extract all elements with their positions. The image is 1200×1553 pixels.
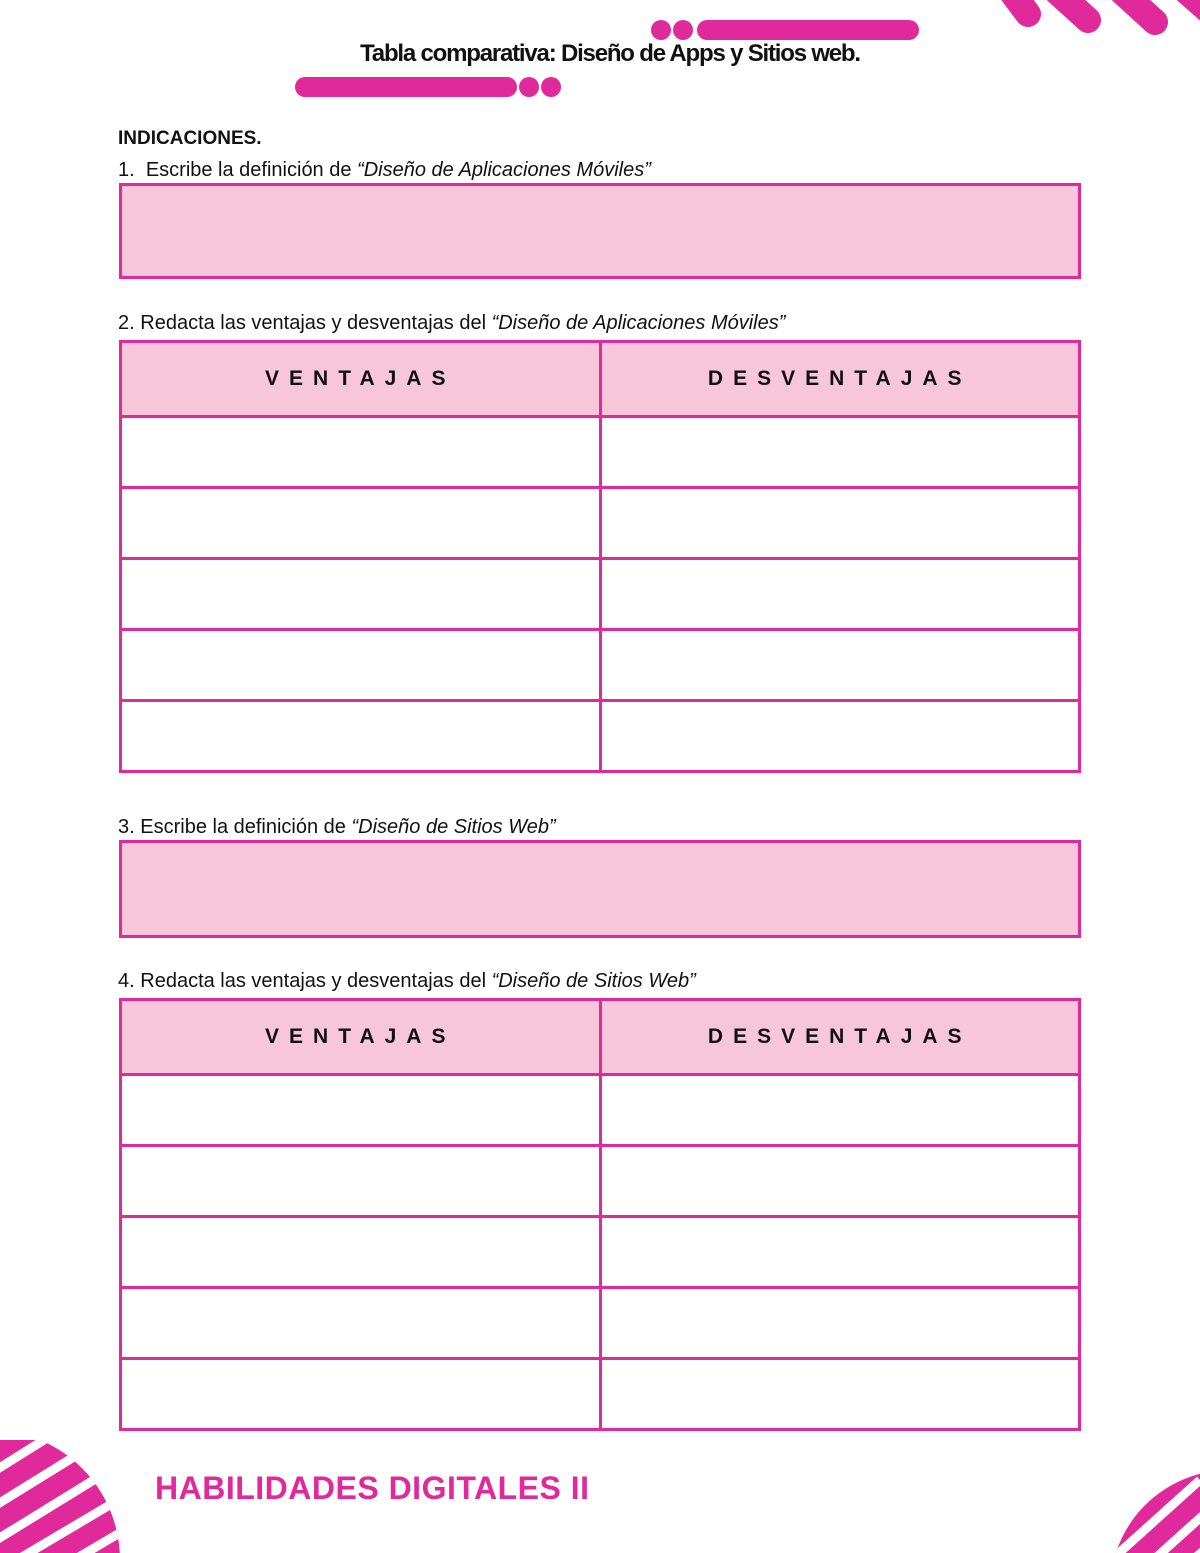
- decor-bar: [697, 20, 919, 40]
- decor-stripes-top-right: [980, 0, 1200, 40]
- instruction-4: [118, 970, 696, 993]
- desventaja-cell[interactable]: [600, 1075, 1080, 1146]
- column-header-ventajas: VENTAJAS: [121, 342, 601, 417]
- decor-dot: [673, 20, 693, 40]
- comparison-table-web: [119, 998, 1081, 1431]
- instruction-text: Redacta las ventajas y desventajas del: [140, 970, 492, 992]
- instruction-number: 3.: [118, 816, 135, 838]
- column-header-desventajas: DESVENTAJAS: [600, 342, 1080, 417]
- document-title: Tabla comparativa: Diseño de Apps y Sitios web.: [360, 40, 860, 67]
- column-header-ventajas: VENTAJAS: [121, 1000, 601, 1075]
- table-row: [121, 488, 1080, 559]
- instruction-emphasis: “Diseño de Sitios Web”: [351, 816, 556, 838]
- desventaja-cell[interactable]: [600, 1146, 1080, 1217]
- ventaja-cell[interactable]: [121, 488, 601, 559]
- ventaja-cell[interactable]: [121, 1146, 601, 1217]
- desventaja-cell[interactable]: [600, 417, 1080, 488]
- ventaja-cell[interactable]: [121, 417, 601, 488]
- instruction-number: 4.: [118, 970, 135, 992]
- decor-dot: [541, 77, 561, 97]
- table-row: [121, 1288, 1080, 1359]
- table-row: [121, 701, 1080, 772]
- desventaja-cell[interactable]: [600, 559, 1080, 630]
- instruction-text: Redacta las ventajas y desventajas del: [140, 312, 492, 334]
- instruction-number: 2.: [118, 312, 135, 334]
- instruction-number: 1.: [118, 159, 135, 181]
- desventaja-cell[interactable]: [600, 1217, 1080, 1288]
- instruction-2: [118, 312, 785, 335]
- table-row: [121, 1075, 1080, 1146]
- table-row: [121, 559, 1080, 630]
- instruction-1: [118, 159, 651, 182]
- footer-brand: HABILIDADES DIGITALES II: [155, 1470, 590, 1506]
- instruction-emphasis: “Diseño de Aplicaciones Móviles”: [491, 312, 786, 334]
- definition-field-web[interactable]: [119, 840, 1081, 938]
- decor-bar: [295, 77, 517, 97]
- comparison-table-apps: [119, 340, 1081, 773]
- instruction-emphasis: “Diseño de Aplicaciones Móviles”: [357, 159, 651, 181]
- instruction-text: Escribe la definición de: [140, 816, 352, 838]
- instruction-3: [118, 816, 556, 839]
- table-row: [121, 1359, 1080, 1430]
- table-row: [121, 417, 1080, 488]
- ventaja-cell[interactable]: [121, 1217, 601, 1288]
- decor-dot: [519, 77, 539, 97]
- decor-circle-bottom-left: [0, 1440, 140, 1553]
- ventaja-cell[interactable]: [121, 630, 601, 701]
- definition-field-apps[interactable]: [119, 183, 1081, 279]
- instruction-emphasis: “Diseño de Sitios Web”: [491, 970, 696, 992]
- ventaja-cell[interactable]: [121, 559, 601, 630]
- table-row: [121, 1146, 1080, 1217]
- column-header-desventajas: DESVENTAJAS: [600, 1000, 1080, 1075]
- ventaja-cell[interactable]: [121, 701, 601, 772]
- desventaja-cell[interactable]: [600, 1288, 1080, 1359]
- desventaja-cell[interactable]: [600, 630, 1080, 701]
- ventaja-cell[interactable]: [121, 1288, 601, 1359]
- instructions-heading: INDICACIONES.: [118, 128, 262, 149]
- decor-circle-bottom-right: [1080, 1470, 1200, 1553]
- instruction-text: Escribe la definición de: [145, 159, 358, 181]
- desventaja-cell[interactable]: [600, 488, 1080, 559]
- ventaja-cell[interactable]: [121, 1359, 601, 1430]
- decor-dot: [651, 20, 671, 40]
- desventaja-cell[interactable]: [600, 1359, 1080, 1430]
- desventaja-cell[interactable]: [600, 701, 1080, 772]
- ventaja-cell[interactable]: [121, 1075, 601, 1146]
- table-row: [121, 1217, 1080, 1288]
- table-row: [121, 630, 1080, 701]
